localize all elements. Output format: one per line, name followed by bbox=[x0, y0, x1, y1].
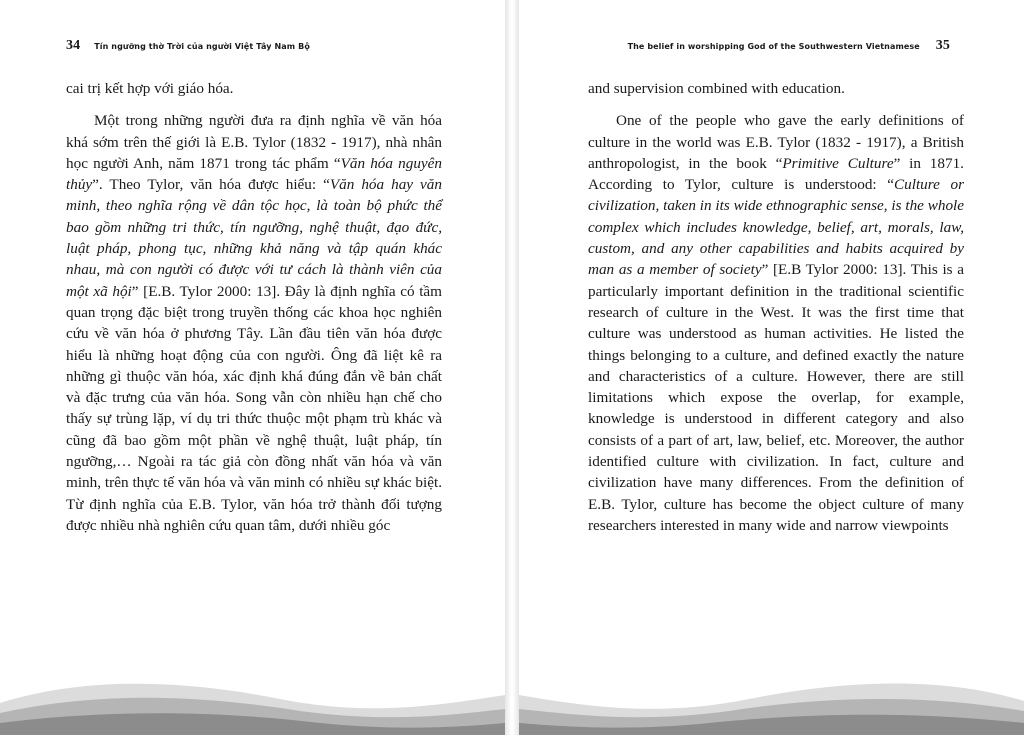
left-tylor-quote: Văn hóa hay văn minh, theo nghĩa rộng về dân tộc học, là toàn bộ phức thể bao gồm những tri thức, tín ngưỡng, nghệ thuật, đạo đức, luật pháp, phong tục, những khả năng và tập quán khác nhau, mà con người có được với tư cách là thành viên của một xã hội bbox=[66, 176, 442, 300]
right-paragraph-2 bbox=[588, 110, 964, 536]
left-page-body bbox=[66, 78, 442, 547]
right-book-title: Primitive Culture bbox=[782, 154, 894, 172]
right-footer-wave bbox=[519, 665, 1024, 735]
left-page-header bbox=[66, 38, 310, 54]
right-page-header bbox=[628, 38, 950, 54]
left-para2-text-b: ”. Theo Tylor, văn hóa được hiểu: “ bbox=[92, 176, 330, 194]
left-book-title: Văn hóa nguyên thủy bbox=[66, 154, 442, 194]
right-page-number: 35 bbox=[935, 38, 950, 53]
left-para2-text-c: ” [E.B. Tylor 2000: 13]. Đây là định nghĩa có tầm quan trọng đặc biệt trong truyền thống các khoa học nghiên cứu về văn hóa ở phương Tây. Lần đầu tiên văn hóa được hiểu là những hoạt động của con người. Ông đã liệt kê ra những gì thuộc văn hóa, xác định khá đúng đắn về bản chất và đặc trưng của văn hóa. Song vẫn còn nhiều hạn chế cho thấy sự trùng lặp, ví dụ tri thức thuộc một phạm trù khác và cũng đã bao gồm một phần về nghệ thuật, luật pháp, tín ngưỡng,… Ngoài ra tác giả còn đồng nhất văn hóa và văn minh, trên thực tế văn hóa và văn minh có nhiều sự khác biệt. Từ định nghĩa của E.B. Tylor, văn hóa trở thành đối tượng được nhiều nhà nghiên cứu quan tâm, dưới nhiều góc bbox=[66, 282, 442, 534]
right-paragraph-1: and supervision combined with education. bbox=[588, 80, 845, 97]
left-page-number: 34 bbox=[66, 38, 81, 53]
right-para2-text-c: ” [E.B Tylor 2000: 13]. This is a particularly important definition in the traditional scientific research of culture in the West. It was the first time that culture was understood as human activities. He listed the things belonging to a culture, and defined exactly the nature and characteristics of a culture. However, there are still limitations which expose the overlap, for example, knowledge is understood in different category and also consists of a part of art, law, belief, etc. Moreover, the author identified culture with civilization. In fact, culture and civilization have many differences. From the definition of E.B. Tylor, culture has become the object culture of many researchers interested in many wide and narrow viewpoints bbox=[588, 261, 964, 534]
left-paragraph-1: cai trị kết hợp với giáo hóa. bbox=[66, 80, 234, 97]
right-para2-text-b: ” in 1871. According to Tylor, culture is understood: “ bbox=[588, 154, 964, 194]
left-page bbox=[0, 0, 505, 735]
left-para2-text-a: Một trong những người đưa ra định nghĩa về văn hóa khá sớm trên thế giới là E.B. Tylor (1832 - 1917), nhà nhân học người Anh, năm 1871 trong tác phẩm “ bbox=[66, 112, 442, 172]
right-page-body bbox=[588, 78, 964, 547]
right-running-header: The belief in worshipping God of the Southwestern Vietnamese bbox=[627, 42, 920, 51]
book-gutter bbox=[505, 0, 519, 735]
left-running-header: Tín ngưỡng thờ Trời của người Việt Tây Nam Bộ bbox=[94, 42, 310, 51]
left-footer-wave bbox=[0, 665, 505, 735]
right-para2-text-a: One of the people who gave the early definitions of culture in the world was E.B. Tylor (1832 - 1917), a British anthropologist, in the book “ bbox=[588, 112, 964, 172]
right-page bbox=[519, 0, 1024, 735]
right-tylor-quote: Culture or civilization, taken in its wide ethnographic sense, is the whole complex which includes knowledge, belief, art, morals, law, custom, and any other capabilities and habits acquired by man as a member of society bbox=[588, 176, 964, 279]
left-paragraph-2 bbox=[66, 110, 442, 536]
